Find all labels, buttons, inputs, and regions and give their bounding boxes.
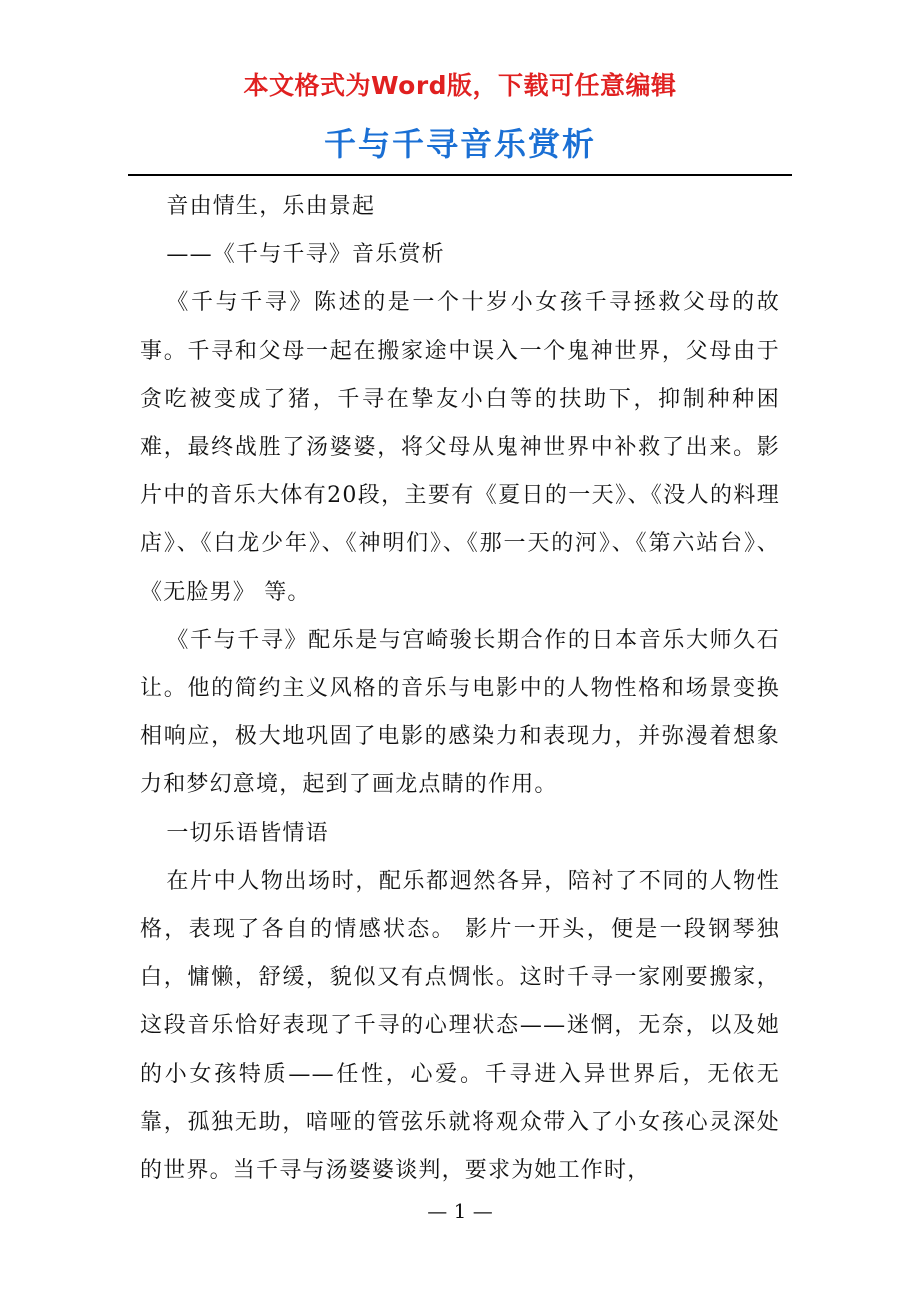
download-banner: 本文格式为Word版，下载可任意编辑	[243, 71, 677, 100]
section-heading: 一切乐语皆情语	[166, 820, 329, 846]
page-number: — 1 —	[427, 1199, 493, 1223]
paragraph-story-summary: 《千与千寻》陈述的是一个十岁小女孩千寻拯救父母的故事。千寻和父母一起在搬家途中误入一个鬼神世界，父母由于贪吃被变成了猪，千寻在挚友小白等的扶助下，抑制种种困难，最终战胜了汤婆婆，将父母从鬼神世界中补救了出来。影片中的音乐大体有20段，主要有《夏日的一天》、《没人的料理店》、《白龙少年》、《神明们》、《那一天的河》、《第六站台》、《无脸男》 等。	[140, 290, 780, 605]
title-divider	[128, 174, 792, 176]
document-body	[140, 183, 780, 1195]
paragraph-character-music: 在片中人物出场时，配乐都迥然各异，陪衬了不同的人物性格，表现了各自的情感状态。 影片一开头，便是一段钢琴独白，慵懒，舒缓，貌似又有点惆怅。这时千寻一家刚要搬家，这段音乐恰好表现了千寻的心理状态——迷惘，无奈，以及她的小女孩特质——任性，心爱。千寻进入异世界后，无依无靠，孤独无助，喑哑的管弦乐就将观众带入了小女孩心灵深处的世界。当千寻与汤婆婆谈判，要求为她工作时，	[140, 868, 780, 1184]
paragraph-subtitle: 音由情生，乐由景起	[166, 194, 376, 219]
paragraph-subtitle-source: ——《千与千寻》音乐赏析	[166, 242, 445, 268]
paragraph-composer: 《千与千寻》配乐是与宫崎骏长期合作的日本音乐大师久石让。他的简约主义风格的音乐与电影中的人物性格和场景变换相响应，极大地巩固了电影的感染力和表现力，并弥漫着想象力和梦幻意境，起到了画龙点睛的作用。	[140, 627, 780, 798]
document-title: 千与千寻音乐赏析	[323, 125, 596, 163]
